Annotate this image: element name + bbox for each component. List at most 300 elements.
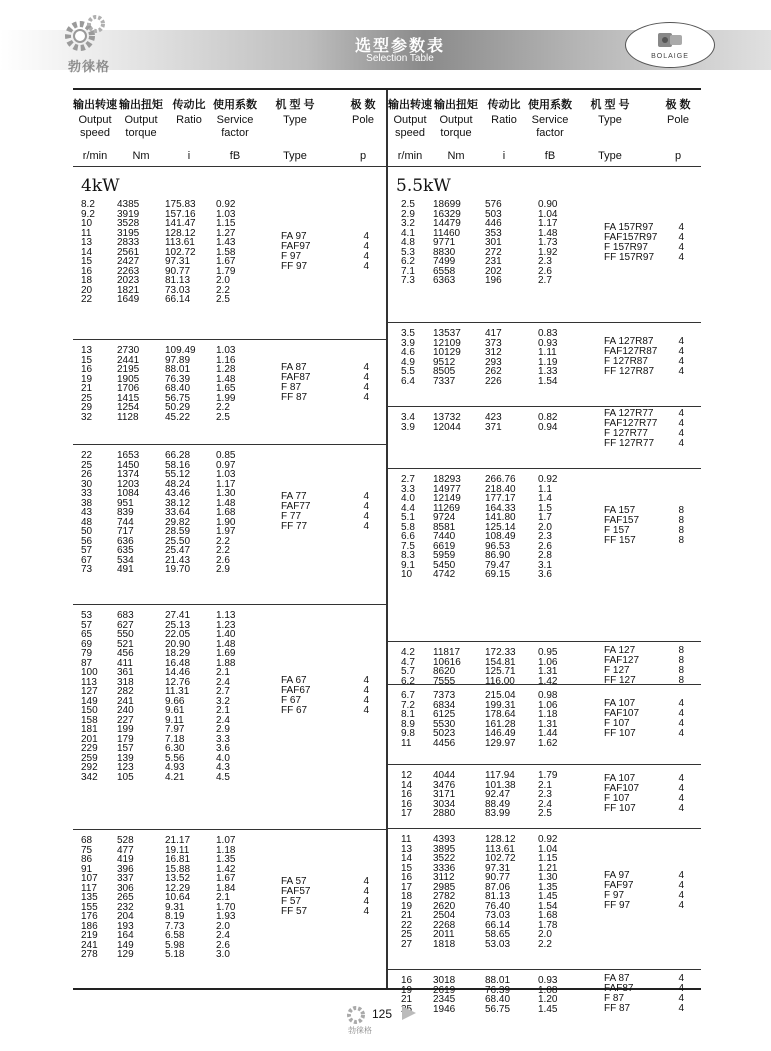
- service-factor: 1.13: [216, 610, 236, 621]
- service-factor: 1.35: [216, 854, 236, 865]
- ratio: 231: [485, 256, 502, 267]
- output-torque: 14977: [433, 483, 461, 495]
- ratio: 373: [485, 337, 502, 349]
- service-factor: 1.21: [538, 862, 558, 874]
- output-speed: 17: [401, 808, 413, 819]
- output-torque: 318: [117, 676, 134, 688]
- output-torque: 1203: [117, 478, 140, 490]
- output-torque: 179: [117, 733, 134, 745]
- output-speed: 7.5: [401, 540, 415, 552]
- service-factor: 2.5: [216, 294, 230, 305]
- pole-count: 8: [678, 535, 684, 547]
- output-torque: 477: [117, 844, 134, 856]
- ratio: 15.88: [165, 863, 191, 875]
- service-factor: 1.73: [538, 237, 558, 248]
- output-torque: 411: [117, 657, 133, 669]
- output-torque: 2730: [117, 345, 140, 356]
- ratio: 19.11: [165, 844, 190, 856]
- pole-count: 4: [678, 772, 684, 784]
- power-label: 5.5kW: [396, 176, 451, 196]
- pole-count: 4: [678, 727, 684, 739]
- ratio: 83.99: [485, 808, 511, 819]
- pole-count: 4: [678, 880, 684, 891]
- ratio: 90.77: [485, 872, 511, 883]
- selection-group: [73, 444, 386, 605]
- output-speed: 4.1: [401, 227, 415, 239]
- output-speed: 292: [81, 762, 98, 773]
- output-torque: 8620: [433, 666, 456, 677]
- ratio: 7.73: [165, 920, 185, 932]
- output-torque: 282: [117, 686, 134, 697]
- selection-group: [73, 200, 386, 339]
- ratio: 226: [485, 375, 502, 387]
- pole-count: 4: [363, 694, 369, 706]
- output-speed: 13: [81, 345, 93, 356]
- output-torque: 1649: [117, 294, 140, 305]
- output-speed: 16: [401, 975, 413, 986]
- output-torque: 627: [117, 619, 134, 631]
- output-speed: 25: [401, 1003, 413, 1015]
- output-speed: 7.2: [401, 699, 415, 711]
- service-factor: 1.48: [216, 373, 236, 385]
- service-factor: 1.79: [216, 265, 236, 277]
- service-factor: 2.0: [538, 929, 552, 940]
- output-speed: 18: [81, 275, 93, 286]
- col-header-unit: p: [359, 150, 367, 162]
- output-speed: 32: [81, 411, 93, 423]
- service-factor: 1.31: [538, 718, 558, 730]
- ratio: 81.13: [485, 891, 511, 902]
- output-speed: 30: [81, 478, 93, 490]
- type-code: FF 157: [604, 535, 636, 547]
- type-list: [604, 337, 657, 377]
- type-code: FA 127R87: [604, 335, 654, 347]
- group-rows: [73, 611, 386, 782]
- ratio: 90.77: [165, 265, 191, 277]
- ratio: 21.17: [165, 835, 191, 846]
- ratio: 97.31: [485, 862, 511, 874]
- output-torque: 3171: [433, 789, 456, 800]
- output-speed: 19: [81, 373, 93, 385]
- type-list: [281, 676, 310, 716]
- service-factor: 1.92: [538, 246, 558, 258]
- output-speed: 10: [81, 218, 93, 229]
- output-torque: 528: [117, 835, 134, 846]
- ratio: 272: [485, 246, 502, 258]
- output-torque: 1905: [117, 373, 140, 385]
- col-header-zh: 使用系数: [528, 99, 572, 111]
- header-rule: [73, 166, 386, 167]
- service-factor: 1.45: [538, 1003, 558, 1015]
- ratio: 21.43: [165, 554, 191, 566]
- output-torque: 10129: [433, 347, 461, 358]
- output-speed: 6.2: [401, 256, 415, 267]
- type-code: F 57: [281, 895, 302, 907]
- type-code: FA 107: [604, 772, 636, 784]
- service-factor: 1.06: [538, 699, 558, 711]
- ratio: 178.64: [485, 709, 516, 720]
- output-speed: 25: [401, 929, 413, 940]
- type-code: FF 97: [281, 261, 308, 273]
- ratio: 16.81: [165, 854, 191, 865]
- output-speed: 14: [81, 246, 93, 258]
- selection-group: [388, 200, 701, 322]
- output-torque: 12109: [433, 337, 461, 349]
- output-torque: 8830: [433, 246, 456, 258]
- output-torque: 306: [117, 882, 134, 894]
- output-torque: 157: [117, 743, 134, 754]
- output-torque: 456: [117, 648, 134, 659]
- output-torque: 1374: [117, 469, 140, 480]
- service-factor: 2.2: [216, 402, 230, 413]
- service-factor: 1.67: [216, 873, 236, 884]
- table-row: [388, 739, 701, 749]
- ratio: 22.05: [165, 629, 191, 640]
- header-rule: [388, 166, 701, 167]
- table-row: [388, 570, 701, 580]
- output-torque: 2504: [433, 910, 456, 921]
- service-factor: 1.97: [216, 526, 236, 537]
- service-factor: 2.4: [216, 676, 230, 688]
- output-torque: 4456: [433, 737, 456, 749]
- type-list: [281, 877, 310, 917]
- ratio: 79.47: [485, 559, 511, 571]
- output-speed: 127: [81, 686, 98, 697]
- output-torque: 199: [117, 724, 134, 735]
- ratio: 69.15: [485, 569, 511, 580]
- output-speed: 342: [81, 771, 98, 783]
- ratio: 423: [485, 412, 502, 423]
- group-rows: [388, 691, 701, 748]
- output-speed: 149: [81, 695, 98, 707]
- selection-group: [388, 406, 701, 469]
- ratio: 45.22: [165, 411, 191, 423]
- service-factor: 2.6: [216, 939, 230, 951]
- type-code: FAF157R97: [604, 231, 658, 243]
- output-speed: 79: [81, 648, 93, 659]
- type-code: F 127R77: [604, 428, 648, 439]
- service-factor: 0.92: [216, 199, 236, 210]
- pole-list: [674, 223, 684, 263]
- output-torque: 123: [117, 762, 134, 773]
- footer-gear-icon: [345, 1003, 369, 1025]
- output-speed: 4.2: [401, 647, 415, 658]
- output-torque: 3195: [117, 227, 140, 239]
- output-speed: 50: [81, 526, 93, 537]
- output-speed: 56: [81, 535, 93, 547]
- output-speed: 4.0: [401, 493, 415, 504]
- type-code: F 87: [604, 993, 625, 1004]
- output-speed: 5.5: [401, 366, 415, 377]
- ratio: 5.98: [165, 939, 185, 951]
- service-factor: 0.85: [216, 450, 236, 461]
- pole-count: 4: [678, 231, 684, 243]
- output-speed: 21: [401, 910, 413, 921]
- output-speed: 33: [81, 488, 93, 499]
- ratio: 128.12: [165, 227, 196, 239]
- header-logo-text: 勃徕格: [68, 59, 111, 74]
- selection-group: [388, 322, 701, 407]
- service-factor: 1.54: [538, 375, 558, 387]
- output-torque: 2880: [433, 808, 456, 819]
- service-factor: 2.3: [538, 789, 552, 800]
- output-torque: 5959: [433, 550, 456, 561]
- output-torque: 396: [117, 863, 134, 875]
- service-factor: 0.93: [538, 975, 558, 986]
- output-torque: 2985: [433, 881, 456, 893]
- service-factor: 1.65: [216, 383, 236, 394]
- ratio: 55.12: [165, 469, 191, 480]
- service-factor: 1.48: [216, 638, 236, 650]
- service-factor: 0.92: [538, 834, 558, 845]
- col-header-unit: fB: [229, 150, 241, 162]
- ratio: 86.90: [485, 550, 511, 561]
- output-speed: 100: [81, 667, 98, 678]
- ratio: 4.21: [165, 771, 185, 783]
- table-row: [73, 413, 386, 423]
- ratio: 8.19: [165, 911, 185, 922]
- output-speed: 8.9: [401, 718, 415, 730]
- service-factor: 2.5: [216, 411, 230, 423]
- ratio: 73.03: [485, 910, 511, 921]
- output-torque: 105: [117, 771, 134, 783]
- service-factor: 2.4: [216, 930, 230, 941]
- pole-count: 8: [678, 645, 684, 656]
- service-factor: 2.2: [216, 545, 230, 556]
- output-speed: 43: [81, 507, 93, 518]
- service-factor: 2.1: [216, 705, 230, 716]
- type-code: FF 127R77: [604, 438, 655, 449]
- output-torque: 9724: [433, 512, 456, 523]
- power-label: 4kW: [81, 176, 120, 196]
- col-header-zh: 传动比: [172, 99, 206, 111]
- output-torque: 6363: [433, 275, 456, 286]
- ratio: 97.31: [165, 256, 191, 267]
- ratio: 164.33: [485, 502, 516, 514]
- output-torque: 204: [117, 911, 134, 922]
- service-factor: 0.95: [538, 647, 558, 658]
- type-code: FF 107: [604, 727, 636, 739]
- output-speed: 25: [81, 392, 93, 404]
- pole-count: 4: [363, 490, 369, 502]
- ratio: 97.89: [165, 354, 191, 366]
- type-code: FF 127R87: [604, 365, 655, 377]
- pole-count: 4: [678, 418, 684, 429]
- col-header-en: Service factor: [216, 114, 254, 139]
- brand-badge: [625, 22, 715, 68]
- output-speed: 69: [81, 638, 93, 650]
- pole-list: [674, 774, 684, 814]
- output-speed: 22: [401, 919, 413, 931]
- col-header-en: Ratio: [491, 114, 517, 126]
- table-row: [388, 809, 701, 819]
- type-code: FAF87: [281, 372, 311, 383]
- service-factor: 1.84: [216, 882, 236, 894]
- ratio: 25.47: [165, 545, 191, 556]
- output-speed: 8.2: [81, 199, 95, 210]
- type-code: FAF107: [604, 707, 640, 719]
- group-rows: [73, 836, 386, 960]
- service-factor: 2.3: [538, 256, 552, 267]
- output-torque: 2195: [117, 364, 140, 375]
- output-speed: 6.7: [401, 690, 415, 701]
- pole-list: [674, 699, 684, 739]
- type-code: FAF77: [281, 500, 311, 512]
- type-code: F 157R97: [604, 241, 648, 253]
- ratio: 76.39: [485, 984, 511, 996]
- pole-count: 4: [678, 697, 684, 709]
- ratio: 25.13: [165, 619, 191, 631]
- selection-group: [73, 604, 386, 830]
- output-torque: 2263: [117, 265, 140, 277]
- pole-count: 4: [678, 802, 684, 814]
- service-factor: 1.11: [538, 347, 557, 358]
- ratio: 262: [485, 366, 502, 377]
- output-torque: 1706: [117, 383, 140, 394]
- output-speed: 3.2: [401, 218, 415, 229]
- col-header-unit: p: [674, 150, 682, 162]
- output-torque: 2782: [433, 891, 456, 902]
- ratio: 161.28: [485, 718, 516, 730]
- col-header-unit: Type: [598, 150, 622, 162]
- selection-group: [388, 684, 701, 765]
- col-header-unit: Type: [283, 150, 307, 162]
- output-torque: 8581: [433, 521, 456, 533]
- output-torque: 13732: [433, 412, 461, 423]
- service-factor: 1.68: [216, 507, 236, 518]
- service-factor: 3.3: [216, 733, 230, 745]
- type-code: FA 97: [604, 870, 630, 881]
- table-row: [388, 377, 701, 387]
- service-factor: 3.6: [216, 743, 230, 754]
- service-factor: 1.06: [538, 656, 558, 668]
- pole-count: 4: [678, 1003, 684, 1014]
- type-code: FF 157R97: [604, 251, 655, 263]
- output-speed: 7.1: [401, 265, 415, 277]
- output-speed: 86: [81, 854, 93, 865]
- output-speed: 15: [81, 354, 93, 366]
- service-factor: 1.62: [538, 737, 558, 749]
- service-factor: 2.0: [216, 275, 230, 286]
- output-torque: 3112: [433, 872, 455, 883]
- ratio: 113.61: [165, 237, 195, 248]
- col-header-en: Service factor: [531, 114, 569, 139]
- service-factor: 1.45: [538, 891, 558, 902]
- pole-count: 4: [363, 362, 369, 373]
- pole-list: [674, 337, 684, 377]
- ratio: 293: [485, 356, 502, 368]
- ratio: 92.47: [485, 789, 511, 800]
- output-speed: 15: [401, 862, 413, 874]
- pole-count: 4: [678, 890, 684, 901]
- service-factor: 1.42: [538, 675, 558, 687]
- header-subtitle: Selection Table: [366, 53, 434, 64]
- type-list: [604, 774, 639, 814]
- output-speed: 201: [81, 733, 98, 745]
- type-code: FAF97: [604, 880, 634, 891]
- pole-count: 8: [678, 665, 684, 676]
- output-speed: 181: [81, 724, 98, 735]
- output-torque: 521: [117, 638, 134, 650]
- ratio: 6.30: [165, 743, 185, 754]
- ratio: 117.94: [485, 770, 515, 781]
- ratio: 29.82: [165, 516, 191, 528]
- output-torque: 18293: [433, 474, 461, 485]
- ratio: 76.39: [165, 373, 191, 385]
- output-torque: 1415: [117, 392, 140, 404]
- col-header-unit: Nm: [447, 150, 465, 162]
- output-speed: 16: [81, 265, 93, 277]
- ratio: 576: [485, 199, 502, 210]
- pole-count: 8: [678, 675, 684, 686]
- type-code: FA 77: [281, 490, 307, 502]
- output-torque: 16329: [433, 208, 461, 220]
- output-torque: 337: [117, 873, 134, 884]
- output-speed: 13: [401, 843, 413, 855]
- ratio: 199.31: [485, 699, 516, 711]
- col-header-zh: 输出转速: [388, 99, 432, 111]
- output-torque: 4393: [433, 834, 456, 845]
- table-row: [388, 940, 701, 950]
- ratio: 172.33: [485, 647, 516, 658]
- type-code: FAF67: [281, 684, 311, 696]
- service-factor: 2.4: [538, 798, 552, 810]
- output-torque: 6834: [433, 699, 456, 711]
- pole-count: 4: [363, 392, 369, 403]
- type-code: F 77: [281, 510, 302, 522]
- service-factor: 3.6: [538, 569, 552, 580]
- output-speed: 16: [401, 872, 413, 883]
- service-factor: 2.8: [538, 550, 552, 561]
- service-factor: 0.93: [538, 337, 558, 349]
- page-number: 125: [372, 1007, 393, 1021]
- col-header-zh: 极 数: [350, 99, 376, 111]
- pole-list: [359, 232, 369, 272]
- service-factor: 1.19: [538, 356, 558, 368]
- type-list: [604, 646, 639, 686]
- output-speed: 4.6: [401, 347, 415, 358]
- type-code: FA 157R97: [604, 221, 654, 233]
- output-torque: 744: [117, 516, 134, 528]
- output-speed: 107: [81, 873, 98, 884]
- output-speed: 67: [81, 554, 93, 566]
- col-header-zh: 使用系数: [213, 99, 257, 111]
- service-factor: 0.94: [538, 421, 558, 433]
- table-row: [73, 295, 386, 305]
- service-factor: 0.83: [538, 328, 558, 339]
- gear-logo-icon: [60, 14, 106, 58]
- ratio: 10.64: [165, 892, 191, 903]
- service-factor: 2.3: [538, 531, 552, 542]
- service-factor: 1.31: [538, 666, 558, 677]
- service-factor: 0.98: [538, 690, 558, 701]
- pole-count: 4: [363, 895, 369, 907]
- service-factor: 3.0: [216, 949, 230, 960]
- service-factor: 1.54: [538, 900, 558, 912]
- service-factor: 0.92: [538, 474, 558, 485]
- ratio: 7.97: [165, 724, 185, 735]
- output-torque: 1818: [433, 938, 456, 950]
- output-speed: 12: [401, 770, 413, 781]
- output-speed: 68: [81, 835, 93, 846]
- output-torque: 635: [117, 545, 134, 556]
- output-torque: 1128: [117, 411, 139, 423]
- output-speed: 13: [81, 237, 93, 248]
- output-torque: 5023: [433, 728, 456, 739]
- output-speed: 14: [401, 779, 413, 791]
- ratio: 417: [485, 328, 502, 339]
- output-speed: 20: [81, 284, 93, 296]
